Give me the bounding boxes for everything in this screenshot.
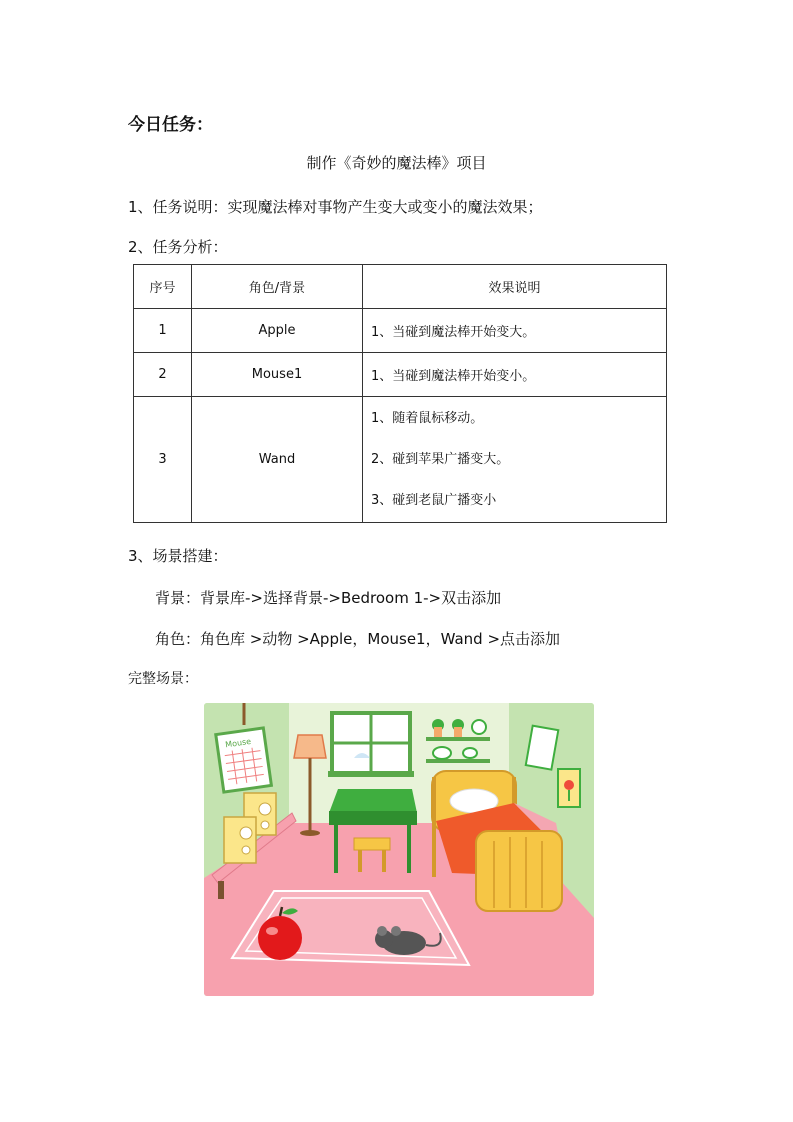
row-no: 3 [134, 397, 192, 523]
project-title: 制作《奇妙的魔法棒》项目 [306, 154, 487, 172]
header-no: 序号 [134, 265, 192, 309]
row-no: 2 [134, 353, 192, 397]
bedroom-illustration [204, 703, 594, 996]
full-scene-label: 完整场景： [128, 671, 198, 687]
table-row [134, 353, 667, 397]
role-instruction: 角色：角色库 >动物 >Apple，Mouse1，Wand >点击添加 [155, 630, 561, 648]
row-no: 1 [134, 309, 192, 353]
row-effect: 1、随着鼠标移动。 [371, 411, 484, 426]
page-heading: 今日任务： [128, 115, 213, 135]
task-description: 1、任务说明：实现魔法棒对事物产生变大或变小的魔法效果； [128, 198, 543, 216]
background-instruction: 背景：背景库->选择背景->Bedroom 1->双击添加 [155, 589, 502, 607]
bedroom-scene-image [204, 703, 594, 996]
table-row [134, 309, 667, 353]
task-analysis-heading: 2、任务分析： [128, 238, 228, 256]
row-effects [363, 397, 667, 523]
table-row [134, 397, 667, 523]
header-effect: 效果说明 [363, 265, 667, 309]
table-header-row [134, 265, 667, 309]
row-role: Apple [192, 309, 363, 353]
row-role: Wand [192, 397, 363, 523]
row-effect: 2、碰到苹果广播变大。 [371, 452, 510, 467]
row-effect: 3、碰到老鼠广播变小 [371, 493, 497, 508]
header-role: 角色/背景 [192, 265, 363, 309]
task-table [133, 264, 667, 523]
scene-setup-heading: 3、场景搭建： [128, 547, 228, 565]
row-effect: 1、当碰到魔法棒开始变大。 [363, 309, 667, 353]
row-role: Mouse1 [192, 353, 363, 397]
calendar-text: Mouse [224, 736, 252, 750]
row-effect: 1、当碰到魔法棒开始变小。 [363, 353, 667, 397]
